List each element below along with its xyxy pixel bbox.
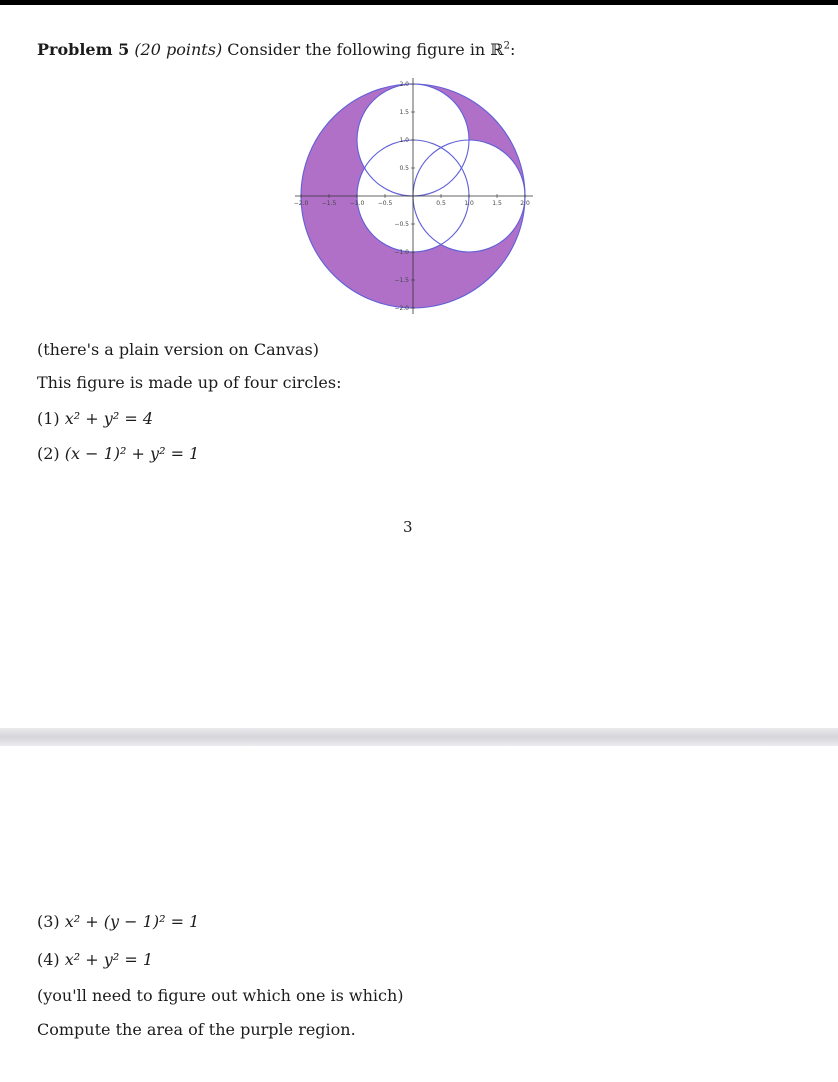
- space-symbol: ℝ: [490, 40, 504, 59]
- circles-intro: This figure is made up of four circles:: [37, 373, 342, 392]
- page-separator: [0, 728, 838, 746]
- x-tick-label: −2.0: [293, 200, 309, 207]
- y-tick-label: −1.0: [394, 249, 409, 256]
- y-tick-label: 1.0: [399, 137, 409, 144]
- y-tick-label: 2.0: [399, 81, 409, 88]
- x-tick-label: 1.5: [492, 200, 502, 207]
- equation-3: [37, 912, 199, 931]
- equation-2-text: (x − 1)² + y² = 1: [64, 444, 200, 463]
- y-tick-label: −2.0: [394, 305, 409, 312]
- x-tick-label: −0.5: [377, 200, 393, 207]
- page-number: 3: [403, 518, 413, 536]
- equation-1: [37, 409, 153, 428]
- top-edge-bar: [0, 0, 838, 5]
- problem-heading: [37, 40, 515, 59]
- equation-4-text: x² + y² = 1: [64, 950, 153, 969]
- y-tick-label: −0.5: [394, 221, 409, 228]
- y-tick-label: −1.5: [394, 277, 409, 284]
- equation-1-number: (1): [37, 409, 60, 428]
- equation-3-number: (3): [37, 912, 60, 931]
- equation-4: [37, 950, 153, 969]
- problem-label: Problem 5: [37, 40, 130, 59]
- space-colon: :: [510, 40, 516, 59]
- equation-2-number: (2): [37, 444, 60, 463]
- which-note: (you'll need to figure out which one is which): [37, 986, 404, 1005]
- y-tick-label: 1.5: [399, 109, 409, 116]
- y-tick-label: 0.5: [399, 165, 409, 172]
- x-tick-label: −1.5: [321, 200, 337, 207]
- x-tick-label: 1.0: [464, 200, 474, 207]
- space-exponent: 2: [503, 40, 510, 52]
- circles-figure: [288, 76, 538, 316]
- area-question: Compute the area of the purple region.: [37, 1020, 356, 1039]
- equation-3-text: x² + (y − 1)² = 1: [64, 912, 200, 931]
- equation-1-text: x² + y² = 4: [64, 409, 153, 428]
- x-tick-label: −1.0: [349, 200, 365, 207]
- plain-version-note: (there's a plain version on Canvas): [37, 340, 319, 359]
- x-tick-label: 0.5: [436, 200, 446, 207]
- equation-4-number: (4): [37, 950, 60, 969]
- problem-intro: Consider the following figure in: [227, 40, 486, 59]
- problem-points: (20 points): [134, 40, 223, 59]
- x-tick-label: 2.0: [520, 200, 530, 207]
- equation-2: [37, 444, 199, 463]
